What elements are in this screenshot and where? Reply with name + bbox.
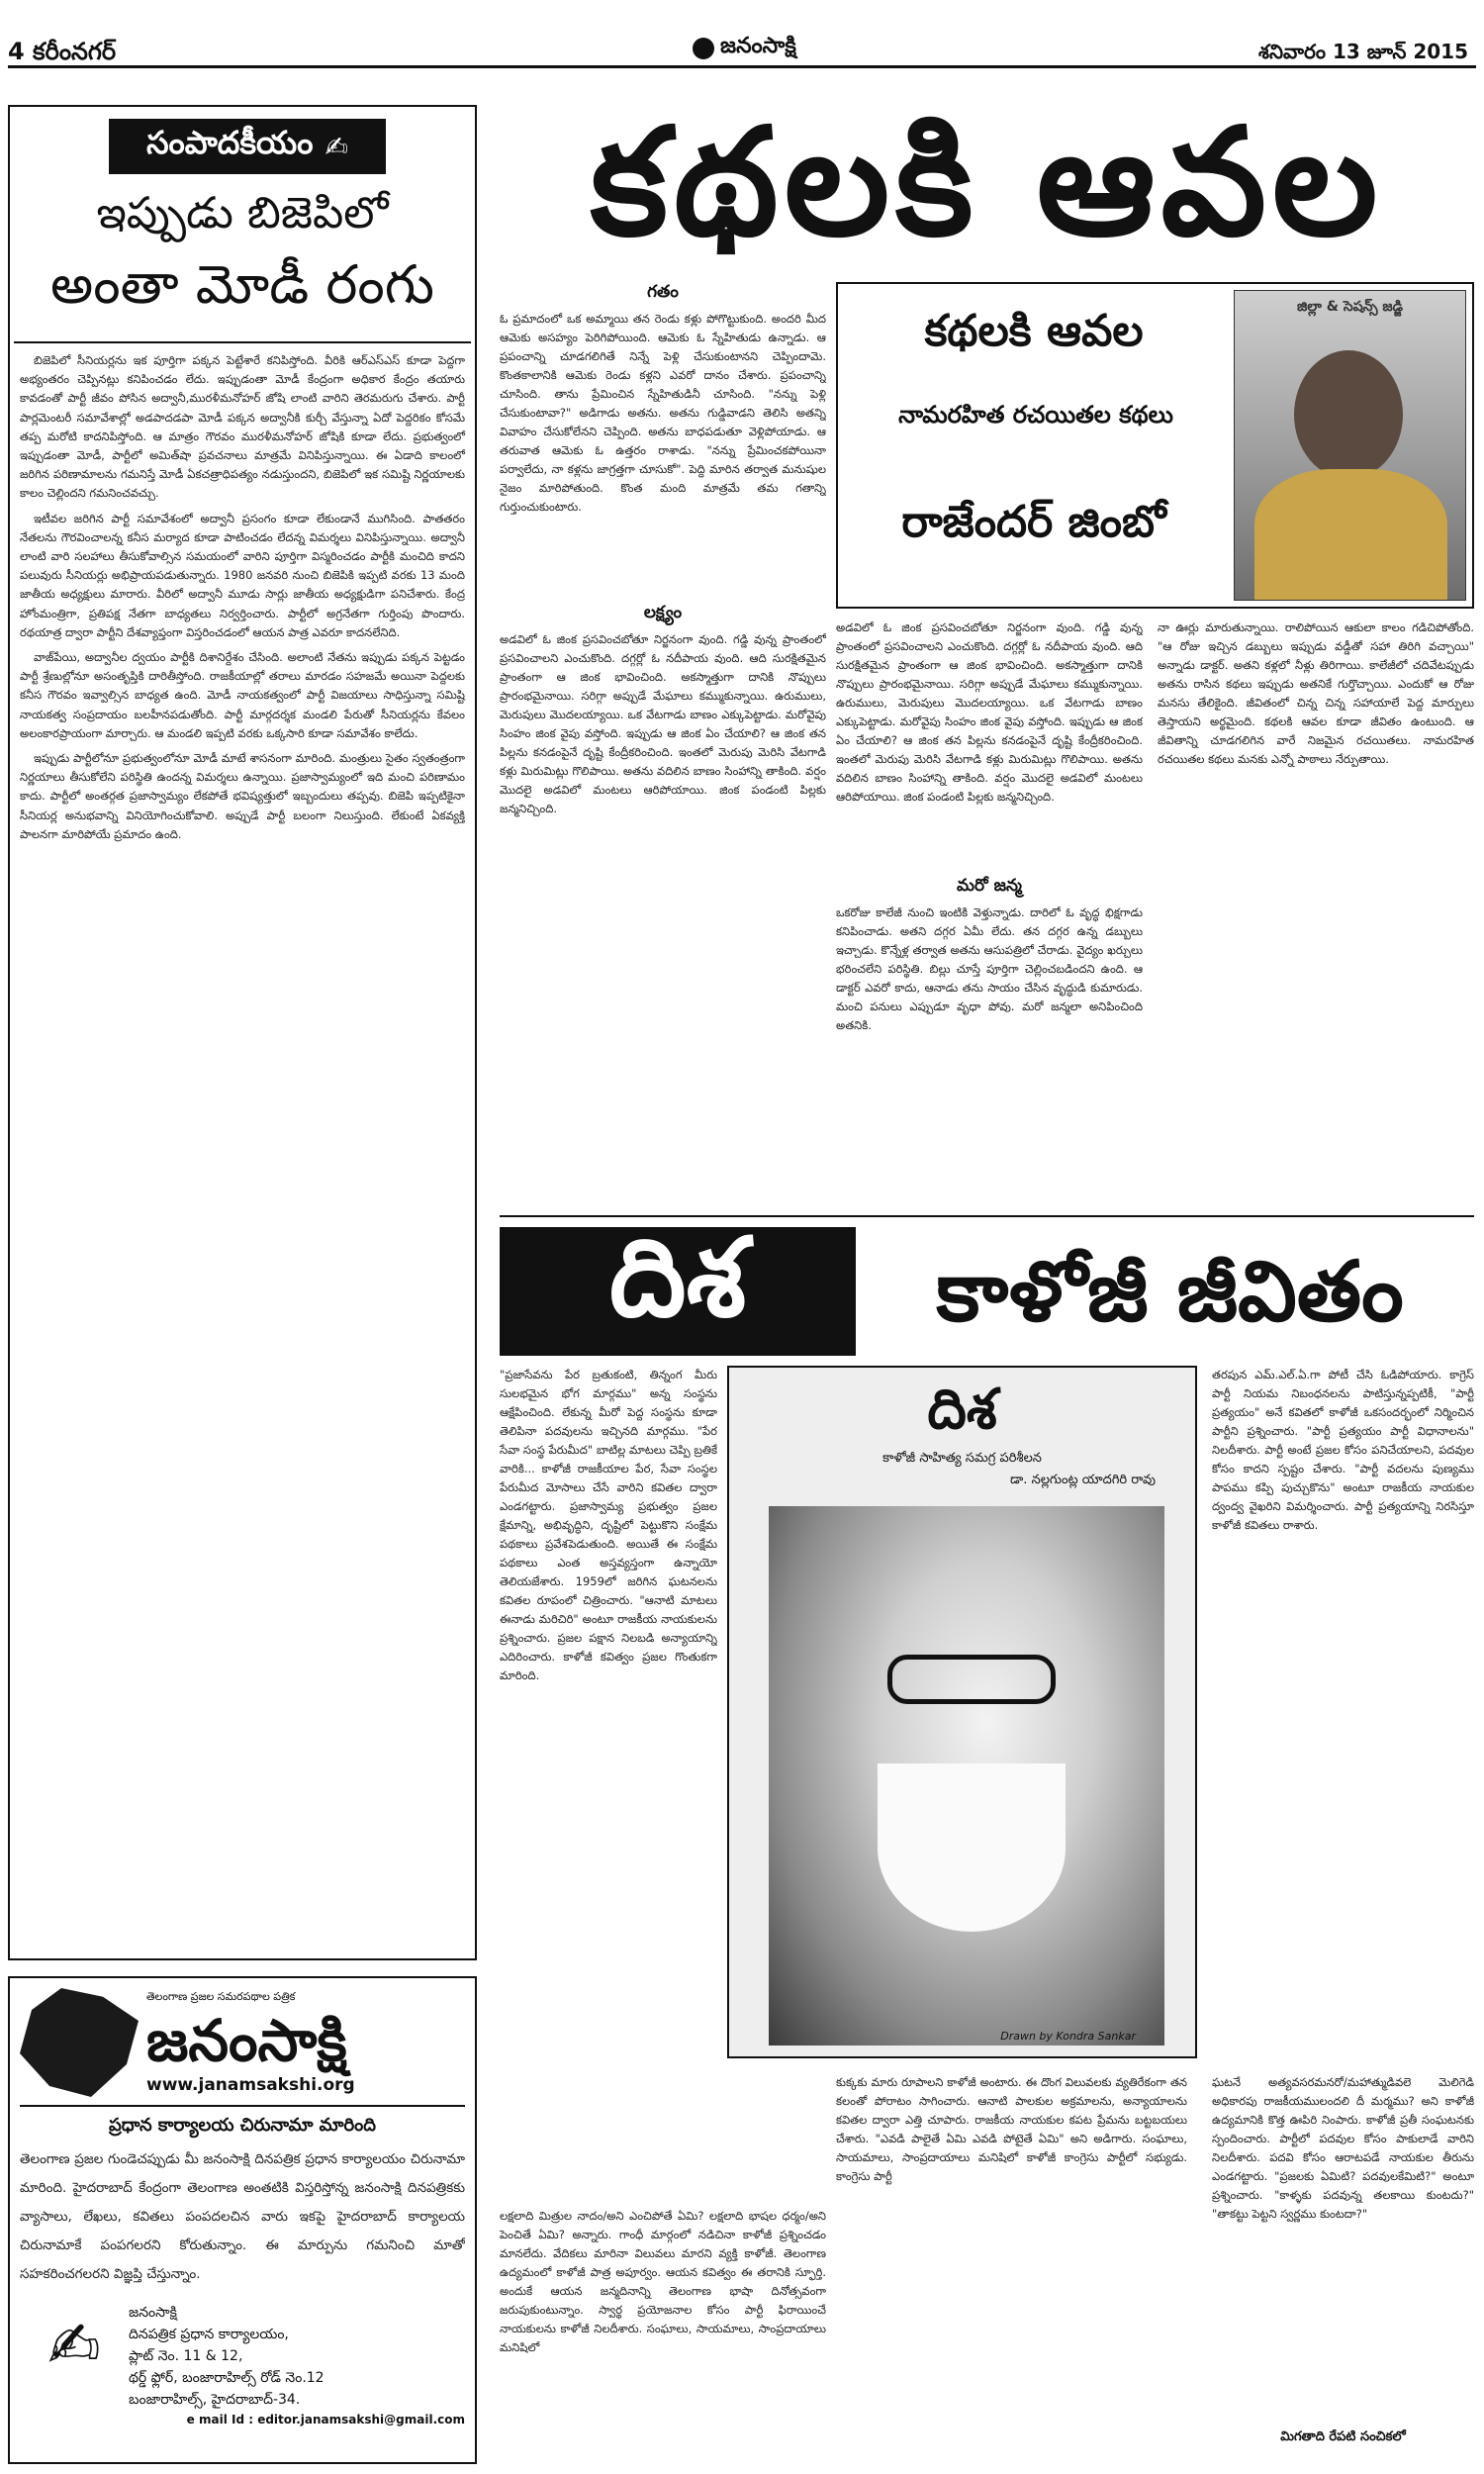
- story2-col-3: ఘటనే అత్యవసరమనరో/మహాత్ముడివలె మెలిగెడి అధికారపు రాజకీయములందలి దీ మర్మము? అని కాళోజీ ఉద్యమానికి కొత్త ఊపిరి నింపారు. కాళోజీ ప్రతీ సంఘటనకు స్పందించారు. పార్టీలో పదవుల కోసం పాకులాడే వారిని నిలదీశారు. పదవి కోసం ఆరాటపడే నాయకుల తీరును ఎండగట్టారు. "ప్రజలకు ఏమిటి? పదవులకేమిటి?" అంటూ ప్రశ్నించారు. "కాళ్ళకు పదవున్న తలకాయి కుంటదు?" "తాకట్టు పెట్టని స్వర్ణము కుంటదా?": [1212, 2075, 1474, 2221]
- editorial-divider: [14, 341, 471, 343]
- ad-address-line: థర్డ్ ఫ్లోర్, బంజారాహిల్స్ రోడ్ నెం.12: [129, 2370, 325, 2386]
- photo-sign: జిల్లా & సెషన్స్ జడ్జి: [1297, 299, 1403, 315]
- page-label: 4 కరీంనగర్: [8, 38, 117, 65]
- section-heading: గతం: [647, 282, 679, 302]
- story1-col-3: [1158, 618, 1474, 1212]
- section-text: నా ఊర్లు మారుతున్నాయి. రాలిపోయిన ఆకులా కాలం గడిచిపోతోంది. "ఆ రోజు ఇచ్చిన డబ్బులు ఇప్పుడు వడ్డీతో సహా తిరిగి వచ్చాయి" అన్నాడు డాక్టర్. అతని కళ్లలో నీళ్లు తిరిగాయి. కాలేజీలో చదివేటప్పుడు అతను రాసిన కథలు ఇప్పుడు అతనికే గుర్తొచ్చాయి. ఎందుకో ఆ రోజు మనసు తేలికైంది. జీవితంలో చిన్న చిన్న సహాయాలే పెద్ద మార్పులు తెస్తాయని అర్థమైంది. కథలకి ఆవల కూడా జీవితం ఉంటుంది. ఆ జీవితాన్ని చూడగలిగిన వారే నిజమైన రచయితలు. నామరహిత రచయితల కథలు మనకు ఎన్నో పాఠాలు నేర్పుతాయి.: [1158, 620, 1474, 766]
- story1-author: రాజేందర్ జింబో: [901, 497, 1166, 547]
- section-text: ఒకరోజు కాలేజీ నుంచి ఇంటికి వెళ్తున్నాడు. దారిలో ఓ వృద్ధ భిక్షగాడు కనిపించాడు. అతని దగ్గర ఏమీ లేదు. తన దగ్గర ఉన్న డబ్బులు ఇచ్చాడు. కొన్నేళ్ల తర్వాత అతను ఆసుపత్రిలో చేరాడు. వైద్యం ఖర్చులు భరించలేని పరిస్థితి. బిల్లు చూస్తే పూర్తిగా చెల్లించబడిందని ఉంది. ఆ డాక్టర్ ఎవరో కాదు, ఆనాడు తను సాయం చేసిన వృద్ధుడి కుమారుడు. మంచి పనులు ఎప్పుడూ వృధా పోవు. మరో జన్మలా అనిపించింది అతనికి.: [836, 905, 1143, 1032]
- ad-address-line: దినపత్రిక ప్రధాన కార్యాలయం,: [129, 2327, 289, 2342]
- story1-box-subtitle: నామరహిత రచయితల కథలు: [898, 401, 1173, 428]
- section-heading: లక్ష్యం: [643, 603, 683, 622]
- writing-hand-icon: ✍: [47, 2310, 101, 2383]
- book-subtitle: కాళోజీ సాహిత్య సమగ్ర పరిశీలన: [882, 1451, 1042, 1466]
- story2-col-4: కుక్కకు మారు రూపాలని కాళోజీ అంటారు. ఈ దొంగ విలువలకు వ్యతిరేకంగా తన కలంతో పోరాటం సాగించారు. ఆనాటి పాలకుల అక్రమాలను, అన్యాయాలను కవితల ద్వారా ఎత్తి చూపారు. రాజకీయ నాయకుల కపట ప్రేమను బట్టబయలు చేశారు. "ఎవడి పాలైతే ఏమి ఎవడి పోటైతే ఏమి" అని అడిగారు. సంఘాలు, సాయమాలు, సాంప్రదాయాలు మనిషిలో కాళోజీ కాంగ్రెసు పార్టీలో సభ్యుడు. కాంగ్రెసు పార్టీ: [836, 2075, 1187, 2183]
- editorial-column: [8, 105, 477, 1960]
- ad-website: www.janamsakshi.org: [146, 2075, 355, 2095]
- section-heading: మరో జన్మ: [957, 876, 1022, 896]
- editorial-paragraph: ఇప్పుడు పార్టీలోనూ ప్రభుత్వంలోనూ మోడీ మాటే శాసనంగా మారింది. మంత్రులు సైతం స్వతంత్రంగా నిర్ణయాలు తీసుకోలేని పరిస్థితి ఉందన్న విమర్శలు ఉన్నాయి. ప్రజాస్వామ్యంలో ఇది మంచి పరిణామం కాదు. పార్టీలో అంతర్గత ప్రజాస్వామ్యం లేకపోతే భవిష్యత్తులో ఇబ్బందులు తప్పవు. బిజెపి ఇప్పటికైనా సీనియర్ల అనుభవాన్ని వినియోగించుకోవాలి. అప్పుడే పార్టీ బలంగా నిలుస్తుంది. లేకుంటే ఏకవ్యక్తి పాలనగా మారిపోయే ప్రమాదం ఉంది.: [20, 751, 465, 841]
- ad-logo: జనంసాక్షి: [146, 2007, 347, 2074]
- story1-feature-box: [836, 282, 1474, 609]
- portrait-glasses-shape: [887, 1655, 1056, 1704]
- ad-email: e mail Id : editor.janamsakshi@gmail.com: [186, 2413, 465, 2426]
- person-body-shape: [1254, 469, 1447, 601]
- masthead-icon: [693, 38, 714, 59]
- ad-address-line: జనంసాక్షి: [129, 2305, 177, 2321]
- ad-heading: ప్రధాన కార్యాలయ చిరునామా మారింది: [108, 2115, 376, 2136]
- editorial-headline-1: ఇప్పుడు బిజెపిలో: [96, 188, 389, 238]
- editorial-headline-2: అంతా మోడీ రంగు: [50, 253, 434, 316]
- address-change-ad: [8, 1976, 477, 2464]
- kaloji-portrait: [769, 1506, 1164, 2046]
- story1-box-title: కథలకి ఆవల: [924, 306, 1144, 356]
- author-photo: [1234, 290, 1466, 601]
- photo-credit: Drawn by Kondra Sankar: [1000, 2030, 1136, 2043]
- ad-tagline: తెలంగాణ ప్రజల సమరపథాల పత్రిక: [146, 1990, 296, 2003]
- continued-note: మిగతాది రేపటి సంచికలో: [1280, 2429, 1406, 2444]
- pen-icon: ✍: [325, 130, 348, 163]
- header-rule: [8, 65, 1476, 68]
- ad-body: తెలంగాణ ప్రజల గుండెచప్పుడు మీ జనంసాక్షి దినపత్రిక ప్రధాన కార్యాలయం చిరునామా మారింది. హైదరాబాద్ కేంద్రంగా తెలంగాణ అంతటికి విస్తరిస్తోన్న జనంసాక్షి దినపత్రికకు వ్యాసాలు, లేఖలు, కవితలు పంపదలచిన వారు ఇకపై హైదరాబాద్ కార్యాలయ చిరునామాకే పంపగలరని కోరుతున్నాం. ఈ మార్పును గమనించి మాతో సహకరించగలరని విజ్ఞప్తి చేస్తున్నాం.: [20, 2151, 465, 2282]
- story2-col-5: లక్షలాది మిత్రుల నాదం/అని ఎంచిపోతే ఏమి? లక్షలాది భాషల ధర్మం/అని పెంచితే ఏమి? అన్నారు. గాంధీ మార్గంలో నడిచినా కాళోజీ ప్రశ్నించడం మానలేదు. వేదికలు మారినా విలువలు మారని వ్యక్తి కాళోజీ. తెలంగాణ ఉద్యమంలో కాళోజీ పాత్ర అపూర్వం. ఆయన కవిత్వం ఈ తరానికి స్ఫూర్తి. అందుకే ఆయన జన్మదినాన్ని తెలంగాణ భాషా దినోత్సవంగా జరుపుకుంటున్నాం. స్వార్థ ప్రయోజనాల కోసం పార్టీ ఫిరాయించే నాయకులను కాళోజీ నిలదీశారు. సంఘాలు, సాయమాలు, సాంప్రదాయాలు మనిషిలో: [500, 2209, 826, 2354]
- section-text: అడవిలో ఓ జింక ప్రసవించబోతూ నిర్జనంగా వుంది. గడ్డి వున్న ప్రాంతంలో ప్రసవించాలని ఎంచుకొంది. దగ్గర్లో ఓ నదీపాయ వుంది. ఆది సురక్షితమైన ప్రాంతంగా ఆ జింక భావించింది. అకస్మాత్తుగా దానికి నొప్పులు ప్రారంభమైనాయి. సరిగ్గా అప్పుడే మేఘాలు కమ్ముకున్నాయి. ఉరుములు, మెరుపులు మొదలయ్యాయి. ఒక వేటగాడు బాణం ఎక్కుపెట్టాడు. మరోవైపు సింహం జింక వైపు వస్తోంది. ఇప్పుడు ఆ జింక ఏం చేయాలి? ఆ జింక తన పిల్లను కనడంపైనే దృష్టి కేంద్రీకరించింది. ఇంతలో మెరుపు మెరిసి వేటగాడి కళ్లు మిరుమిట్లు గొలిపాయి. అతను వదిలిన బాణం సింహాన్ని తాకింది. వర్షం మొదలై అడవిలో మంటలు ఆరిపోయాయి. జింక పండంటి పిల్లకు జన్మనిచ్చింది.: [500, 632, 826, 815]
- telangana-map-icon: [20, 1988, 139, 2097]
- editorial-paragraph: ఇటీవల జరిగిన పార్టీ సమావేశంలో అద్వానీ ప్రసంగం కూడా లేకుండానే ముగిసింది. పాతతరం నేతలను గౌరవించాలన్న కనీస మర్యాద కూడా పాటించడం లేదన్న విమర్శలు వినిపిస్తున్నాయి. అద్వానీ లాంటి వారి సలహాలు తీసుకోవాల్సిన సమయంలో వారిని పూర్తిగా విస్మరించడం పార్టీకి మంచిది కాదని పలువురు సీనియర్లు అభిప్రాయపడుతున్నారు. 1980 జనవరి నుంచి బిజెపికి ఇప్పటి వరకు 13 మంది జాతీయ అధ్యక్షులు మారారు. వీరిలో అద్వానీ మూడు సార్లు జాతీయ అధ్యక్షుడిగా పనిచేశారు. కేంద్ర హోంమంత్రిగా, ప్రతిపక్ష నేతగా బాధ్యతలు నిర్వర్తించారు. పార్టీలో అగ్రనేతగా గుర్తింపు పొందారు. రథయాత్ర ద్వారా పార్టీని దేశవ్యాప్తంగా విస్తరించడంలో ఆయన పాత్ర ఎవరూ కాదనలేనిది.: [20, 511, 465, 639]
- book-author: డా. నల్లగుంట్ల యాదగిరి రావు: [1010, 1473, 1156, 1487]
- ad-address-line: ప్లాట్ నెం. 11 & 12,: [129, 2348, 243, 2364]
- person-head-shape: [1294, 350, 1403, 479]
- ad-divider: [20, 2105, 465, 2107]
- story2-col-2: తరపున ఎమ్.ఎల్.ఏ.గా పోటీ చేసి ఓడిపోయారు. కాగ్రెస్ పార్టీ నియమ నిబంధనలను పాటిస్తున్నప్పటికీ, "పార్టీ ప్రత్యయం" అనే కవితలో కాళోజీ ఒకసందర్భంలో నిర్మించిన పార్టీని ప్రశ్నించారు. "పార్టీ ప్రత్యయం పార్టీ విధానాలను" నిలదీశారు. పార్టీ అంటే ప్రజల కోసం పనిచేయాలని, పదవుల కోసం కాదని స్పష్టం చేశారు. "పార్టీ వదలను పుణ్యము పాపము కప్పి పుచ్చుకొను" అంటూ రాజకీయ నాయకుల ద్వంద్వ వైఖరిని విమర్శించారు. పార్టీ ప్రత్యయాన్ని నిరసిస్తూ కాళోజీ కవితలు రాశారు.: [1212, 1368, 1474, 1532]
- editorial-paragraph: వాజ్‌పేయి, అద్వానీల ద్వయం పార్టీకి దిశానిర్దేశం చేసింది. అలాంటి నేతను ఇప్పుడు పక్కన పెట్టడం పార్టీ శ్రేణుల్లోనూ అసంతృప్తికి దారితీస్తోంది. రాజకీయాల్లో తరాలు మారడం సహజమే అయినా పెద్దలకు కనీస గౌరవం ఇవ్వాల్సిన బాధ్యత ఉంది. మోడీ నాయకత్వంలో పార్టీ విజయాలు సాధిస్తున్నా సమిష్టి నాయకత్వ సంప్రదాయం బలహీనపడుతోంది. పార్టీ మార్గదర్శక మండలి పేరుతో సీనియర్లను కేవలం అలంకారప్రాయంగా మార్చారు. ఆ మండలి ఇప్పటి వరకు ఒక్కసారి కూడా సమావేశం కాలేదు.: [20, 650, 465, 740]
- editorial-paragraph: బిజెపిలో సీనియర్లను ఇక పూర్తిగా పక్కన పెట్టేశారే కనిపిస్తోంది. వీరికి ఆర్ఎస్ఎస్ కూడా పెద్దగా అభ్యంతరం చెప్పినట్లు కనిపించడం లేదు. ఇప్పుడంతా మోడీ కేంద్రంగా అధికార కేంద్రం తయారు కావడంతో పార్టీ జీవం పోసిన అద్వానీ,మురళీమనోహర్ జోషి లాంటి వారిని తెరమరుగు చేశారు. పార్టీ పార్లమెంటరీ సమావేశాల్లో అడపాదడపా మోడీ పక్కన అద్వానీకి కుర్చీ వేస్తున్నా ఏదో పెద్దరికం కోసమే తప్ప మరోటి కాదనిపిస్తోంది. ఆ మాత్రం గౌరవం మురళీమనోహర్ జోషికి కూడా లేదు. ప్రభుత్వంలో ఇప్పుడంతా మోడీ, పార్టీలో అమిత్‌షా ప్రవచనాలు మాత్రమే వినిపిస్తున్నాయి. ఈ ఏడాది కాలంలో జరిగిన పరిణామాలను గమనిస్తే మోడీ ఏకచత్రాధిపత్యం నడుస్తుందని, బిజెపిలో ఇక సమిష్టి నిర్ణయాలకు కాలం చెల్లిందని గమనించవచ్చు.: [20, 353, 465, 501]
- story1-title: కథలకి ఆవల: [590, 97, 1384, 269]
- issue-date: శనివారం 13 జూన్ 2015: [1258, 40, 1468, 63]
- editorial-body: [10, 351, 475, 1910]
- story2-col-1: "ప్రజాసేవను పేర బ్రతుకంటి, తిన్నంగ మీరు సులభమైన భోగ మార్గము" అన్న సంస్థను ఆక్షేపించింది. లేకున్న మీరో పెద్ద సంస్థను కూడా తెలిపినా పదవులను ఇచ్చినది మార్గము. "పేర సేవా సంస్థ పేరుమీద" బాటిల్ల మాటలు చెప్పి బ్రతికే వారికి... కాళోజీ రాజకీయాల పేర, సేవా సంస్థల పేరుమీద మోసాలు చేసే వారిని కవితల ద్వారా ఎండగట్టారు. ప్రజాస్వామ్య ప్రభుత్వం ప్రజల క్షేమాన్ని, అభివృద్ధిని, దృష్టిలో పెట్టుకొని సంక్షేమ పథకాలు ప్రవేశపెడుతుంది. అయితే ఈ సంక్షేమ పథకాలు ఎంత అస్తవ్యస్తంగా ఉన్నాయో తెలియజేశారు. 1959లో జరిగిన ఘటనలను కవితల రూపంలో చిత్రించారు. "ఆనాటి మాటలు ఈనాడు మరిచిరి" అంటూ రాజకీయ నాయకులను ప్రశ్నించారు. ప్రజల పక్షాన నిలబడి అన్యాయాన్ని ఎదిరించారు. కాళోజీ కవిత్వం ప్రజల గొంతుకగా మారింది.: [500, 1368, 717, 1682]
- ad-address-line: బంజారాహిల్స్, హైదరాబాద్-34.: [129, 2392, 301, 2408]
- section-text: అడవిలో ఓ జింక ప్రసవించబోతూ నిర్జనంగా వుంది. గడ్డి వున్న ప్రాంతంలో ప్రసవించాలని ఎంచుకొంది. దగ్గర్లో ఓ నదీపాయ వుంది. ఆది సురక్షితమైన ప్రాంతంగా ఆ జింక భావించింది. అకస్మాత్తుగా దానికి నొప్పులు ప్రారంభమైనాయి. సరిగ్గా అప్పుడే మేఘాలు కమ్ముకున్నాయి. ఉరుములు, మెరుపులు మొదలయ్యాయి. ఒక వేటగాడు బాణం ఎక్కుపెట్టాడు. మరోవైపు సింహం జింక వైపు వస్తోంది. ఇప్పుడు ఆ జింక ఏం చేయాలి? ఆ జింక తన పిల్లను కనడంపైనే దృష్టి కేంద్రీకరించింది. ఇంతలో మెరుపు మెరిసి వేటగాడి కళ్లు మిరుమిట్లు గొలిపాయి. అతను వదిలిన బాణం సింహాన్ని తాకింది. వర్షం మొదలై అడవిలో మంటలు ఆరిపోయాయి. జింక పండంటి పిల్లకు జన్మనిచ్చింది.: [836, 620, 1143, 804]
- story1-col-2: [836, 618, 1143, 1212]
- story2-title-left: దిశ: [500, 1227, 856, 1356]
- book-cover-image: [727, 1366, 1197, 2058]
- book-title: దిశ: [927, 1378, 997, 1442]
- story2-title-right: కాళోజీ జీవితం: [936, 1243, 1404, 1340]
- portrait-beard-shape: [878, 1763, 1066, 1932]
- editorial-banner: సంపాదకీయం ✍: [109, 119, 386, 174]
- story1-col-1: [500, 282, 826, 1202]
- section-text: ఓ ప్రమాదంలో ఒక అమ్మాయి తన రెండు కళ్లు పోగొట్టుకుంది. అందరి మీద ఆమెకు అసహ్యం పెరిగిపోయింది. ఆమెకు ఓ స్నేహితుడు ఉన్నాడు. ఆ ప్రపంచాన్ని చూడగలిగితే నిన్నే పెళ్లి చేసుకుంటానని చెప్పిందామె. కొంతకాలానికి ఆమెకు రెండు కళ్లని ఎవరో దానం చేశారు. ప్రపంచాన్ని చూసింది. తాను ప్రేమించిన స్నేహితుడినీ చూసింది. "నన్ను పెళ్లి చేసుకుంటావా?" అడిగాడు అతను. అతను గుడ్డివాడని తెలిసి అతన్ని వివాహం చేసుకోలేనని చెప్పింది. అతను బాధపడుతూ వెళ్లిపోయాడు. ఆ తరువాత ఆమెకు ఓ ఉత్తరం రాశాడు. "నన్ను ప్రేమించకపోయినా పర్వాలేదు, నా కళ్లను జాగ్రత్తగా చూసుకో". పెద్ది మారిన తర్వాత మనుషుల నైజం మారిపోతుంది. కొంత మంది మాత్రమే తమ గతాన్ని గుర్తుంచుకుంటారు.: [500, 312, 826, 514]
- masthead: జనంసాక్షి: [693, 34, 796, 63]
